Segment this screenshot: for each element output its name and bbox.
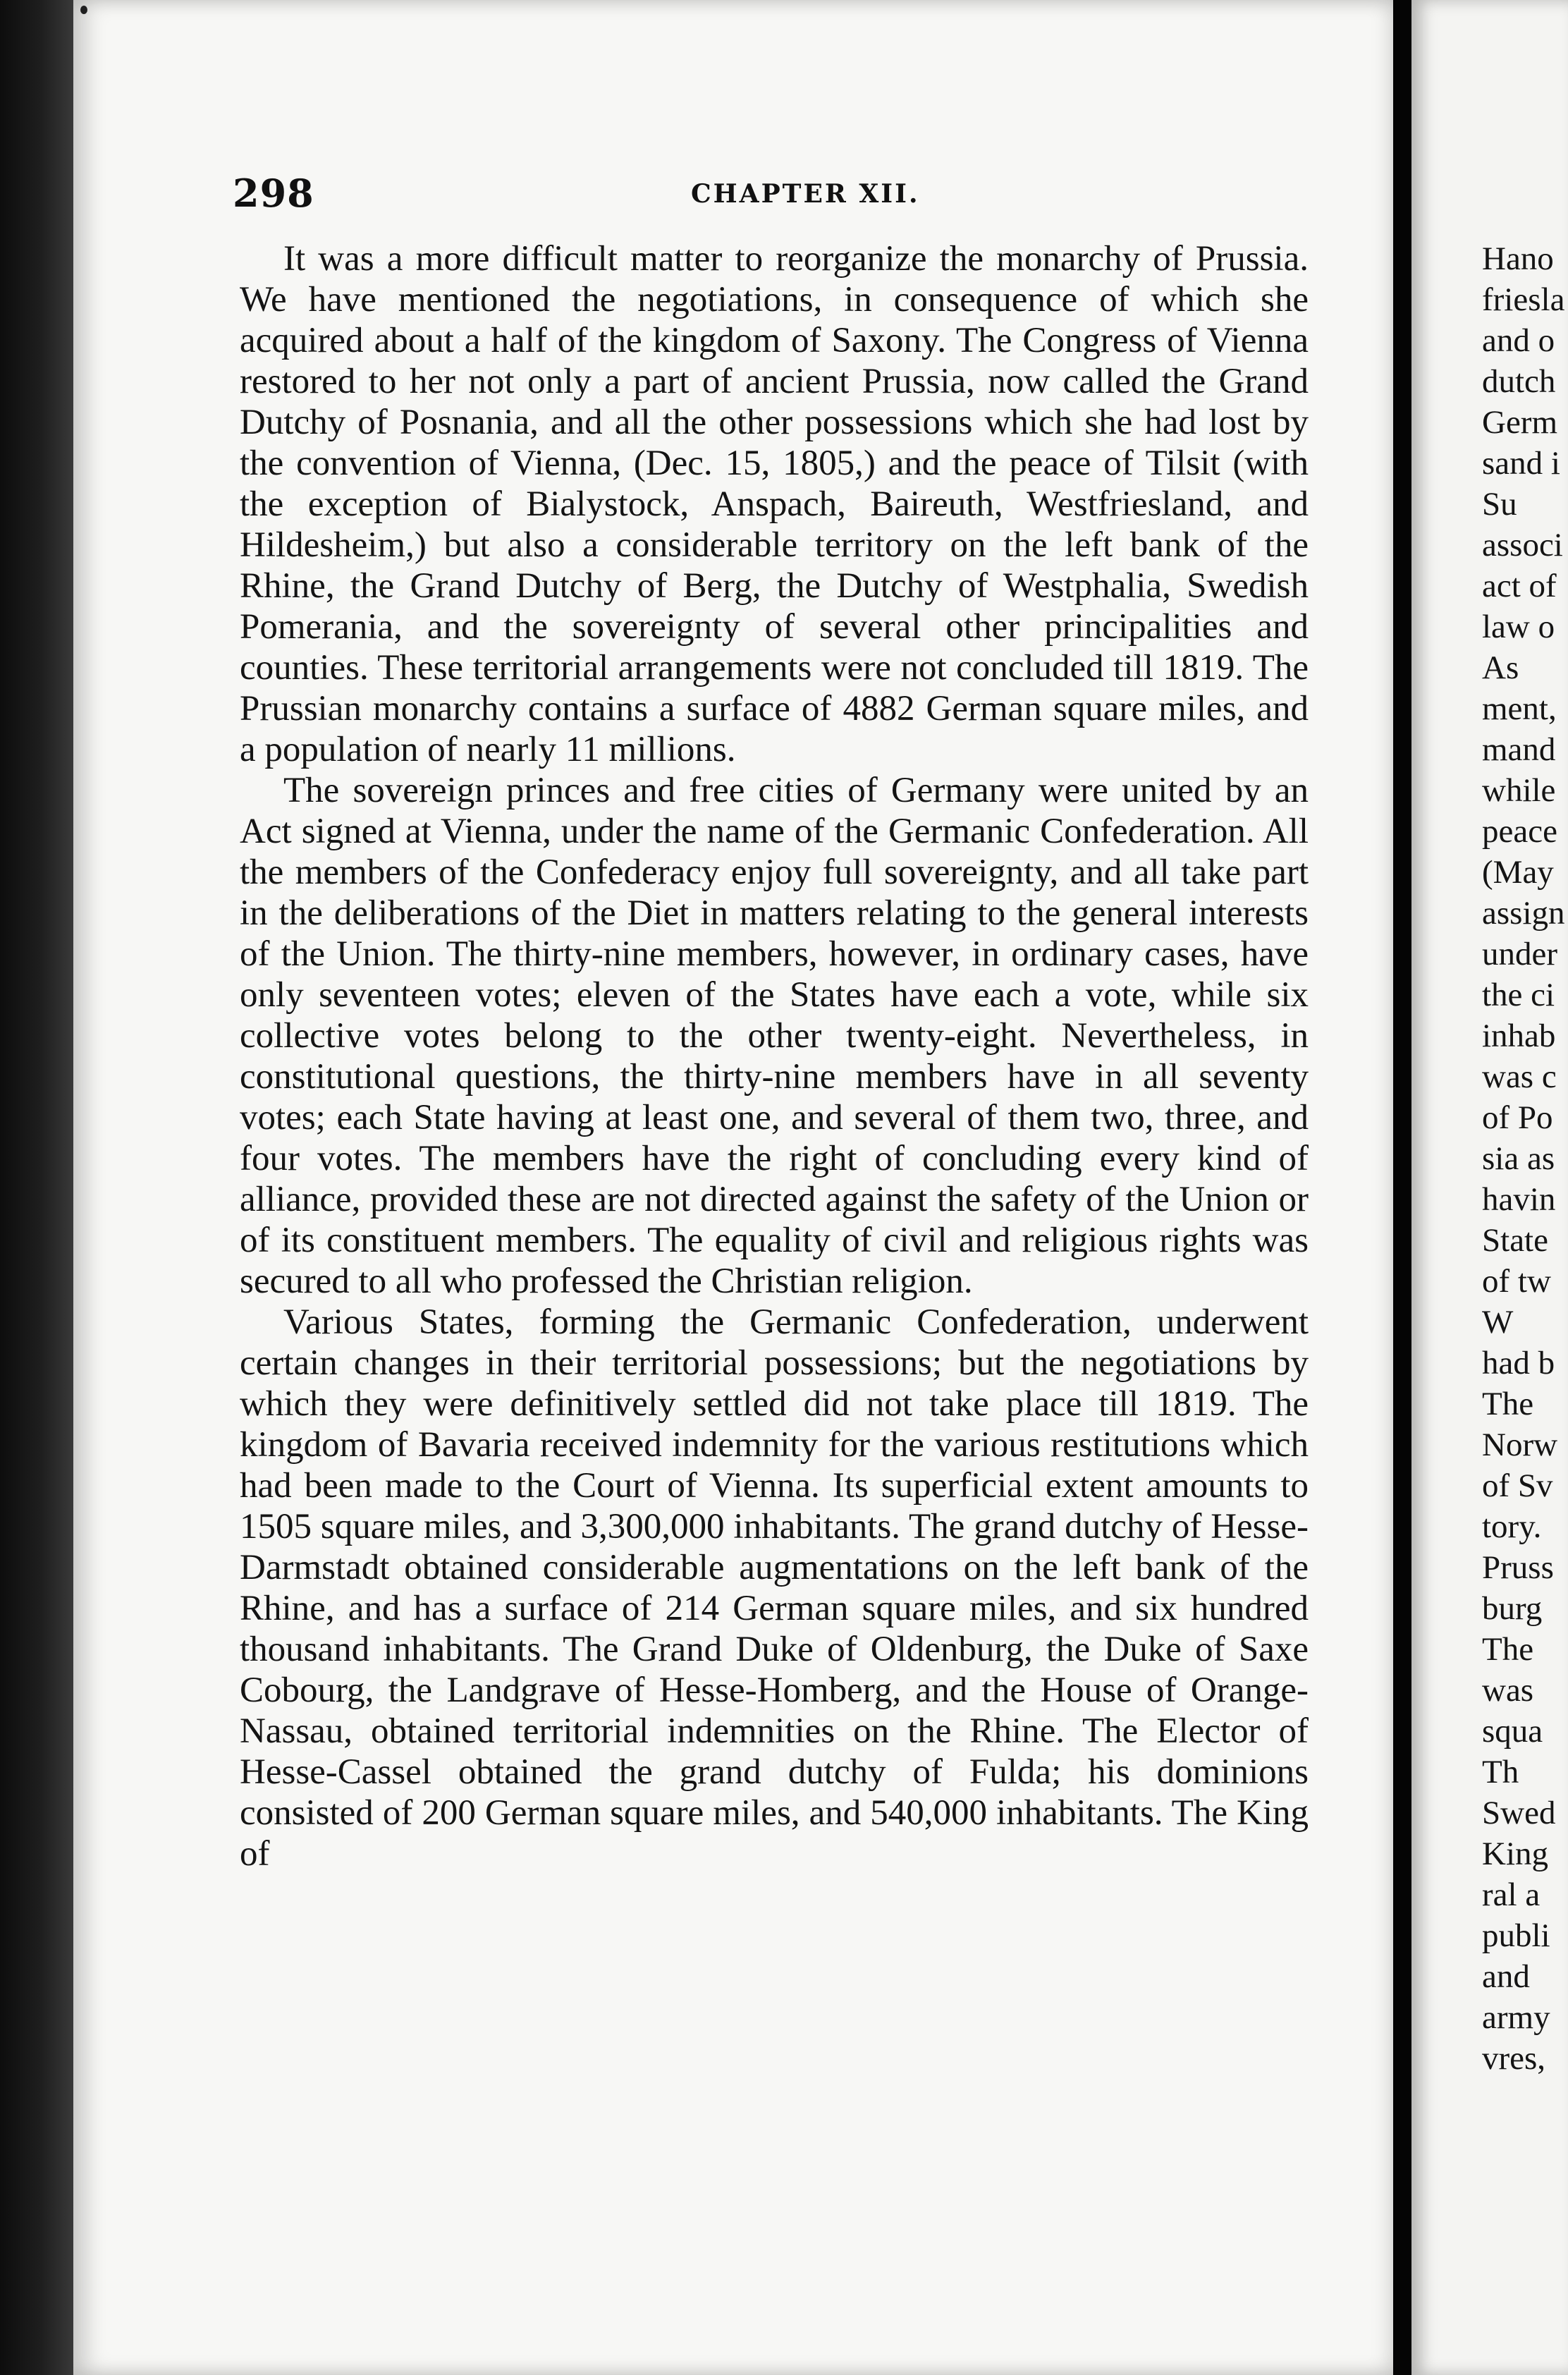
adjacent-line: mand <box>1482 731 1556 768</box>
adjacent-line: was <box>1482 1672 1534 1709</box>
adjacent-line: W <box>1482 1304 1514 1341</box>
adjacent-line: The <box>1482 1386 1534 1422</box>
page-body <box>240 238 1309 1874</box>
adjacent-line: act of <box>1482 568 1557 604</box>
adjacent-line: Th <box>1482 1754 1519 1790</box>
binding-shadow <box>0 0 75 2375</box>
paragraph-germanic-confederation: The sovereign princes and free cities of Germany were united by an Act signed at Vienna, under the name of the Germanic Confederation. All the members of the Confederacy enjoy full sovereignty, and all take part in the deliberations of the Diet in matters relating to the general interests of the Union. The thirty-nine members, however, in ordinary cases, have only seventeen votes; eleven of the States have each a vote, while six collective votes belong to the other twenty-eight. Nevertheless, in constitutional questions, the thirty-nine members have in all seventy votes; each State having at least one, and several of them two, three, and four votes. The members have the right of concluding every kind of alliance, provided these are not directed against the safety of the Union or of its constituent members. The equality of civil and religious rights was secured to all who professed the Christian religion. <box>240 771 1309 1301</box>
adjacent-line: Pruss <box>1482 1549 1554 1586</box>
scan-speck <box>80 6 87 14</box>
adjacent-line: of Po <box>1482 1099 1553 1136</box>
adjacent-line: squa <box>1482 1713 1543 1750</box>
adjacent-line: law o <box>1482 609 1555 645</box>
adjacent-line: assign <box>1482 895 1565 932</box>
adjacent-line: was c <box>1482 1058 1557 1095</box>
adjacent-line: Norw <box>1482 1427 1558 1463</box>
adjacent-line: ral a <box>1482 1876 1541 1913</box>
adjacent-line: (May <box>1482 854 1554 891</box>
adjacent-line: ment, <box>1482 690 1557 727</box>
adjacent-page-text <box>1482 238 1568 2079</box>
adjacent-line: havin <box>1482 1181 1556 1218</box>
adjacent-line: under <box>1482 936 1558 972</box>
adjacent-line: peace <box>1482 813 1557 850</box>
adjacent-line: army <box>1482 1999 1550 2036</box>
adjacent-line: tory. <box>1482 1508 1542 1545</box>
adjacent-line: sand i <box>1482 445 1560 482</box>
adjacent-line: of Sv <box>1482 1467 1553 1504</box>
adjacent-line: friesla <box>1482 281 1565 318</box>
adjacent-line: vres, <box>1482 2040 1546 2077</box>
paragraph-prussia: It was a more difficult matter to reorganize the monarchy of Prussia. We have mentioned the negotiations, in consequence of which she acquired about a half of the kingdom of Saxony. The Congress of Vienna restored to her not only a part of ancient Prussia, now called the Grand Dutchy of Posnania, and all the other possessions which she had lost by the convention of Vienna, (Dec. 15, 1805,) and the peace of Tilsit (with the exception of Bialystock, Anspach, Baireuth, Westfriesland, and Hildesheim,) but also a considerable territory on the left bank of the Rhine, the Grand Dutchy of Berg, the Dutchy of Westphalia, Swedish Pomerania, and the sovereignty of several other principalities and counties. These territorial arrangements were not concluded till 1819. The Prussian monarchy contains a surface of 4882 German square miles, and a population of nearly 11 millions. <box>240 239 1309 769</box>
adjacent-line: Germ <box>1482 404 1558 441</box>
adjacent-line: and o <box>1482 322 1555 359</box>
adjacent-line: burg <box>1482 1590 1543 1627</box>
adjacent-line: The <box>1482 1631 1534 1668</box>
adjacent-page <box>1411 0 1568 2375</box>
adjacent-line: King <box>1482 1836 1548 1872</box>
adjacent-line: publi <box>1482 1917 1550 1954</box>
adjacent-line: As <box>1482 649 1519 686</box>
page-gutter <box>1393 0 1411 2375</box>
adjacent-line: Swed <box>1482 1795 1556 1831</box>
adjacent-line: while <box>1482 772 1556 809</box>
adjacent-line: Su <box>1482 486 1517 523</box>
adjacent-line: had b <box>1482 1345 1555 1381</box>
chapter-heading: CHAPTER XII. <box>691 179 920 209</box>
paragraph-territorial-changes: Various States, forming the Germanic Confederation, underwent certain changes in their territorial possessions; but the negotiations by which they were definitively settled did not take place till 1819. The kingdom of Bavaria received indemnity for the various restitutions which had been made to the Court of Vienna. Its superficial extent amounts to 1505 square miles, and 3,300,000 inhabitants. The grand dutchy of Hesse-Darmstadt obtained considerable augmentations on the left bank of the Rhine, and has a surface of 214 German square miles, and six hundred thousand inhabitants. The Grand Duke of Oldenburg, the Duke of Saxe Cobourg, the Landgrave of Hesse-Homberg, and the House of Orange-Nassau, obtained territorial indemnities on the Rhine. The Elector of Hesse-Cassel obtained the grand dutchy of Fulda; his dominions consisted of 200 German square miles, and 540,000 inhabitants. The King of <box>240 1302 1309 1874</box>
adjacent-line: dutch <box>1482 363 1556 400</box>
adjacent-line: and <box>1482 1958 1530 1995</box>
adjacent-line: of tw <box>1482 1263 1551 1300</box>
adjacent-line: the ci <box>1482 977 1555 1013</box>
running-head <box>233 171 1311 220</box>
adjacent-line: State <box>1482 1222 1548 1259</box>
adjacent-line: Hano <box>1482 240 1554 277</box>
adjacent-line: associ <box>1482 527 1563 563</box>
page-number: 298 <box>233 171 314 216</box>
adjacent-line: inhab <box>1482 1018 1556 1054</box>
adjacent-line: sia as <box>1482 1140 1555 1177</box>
